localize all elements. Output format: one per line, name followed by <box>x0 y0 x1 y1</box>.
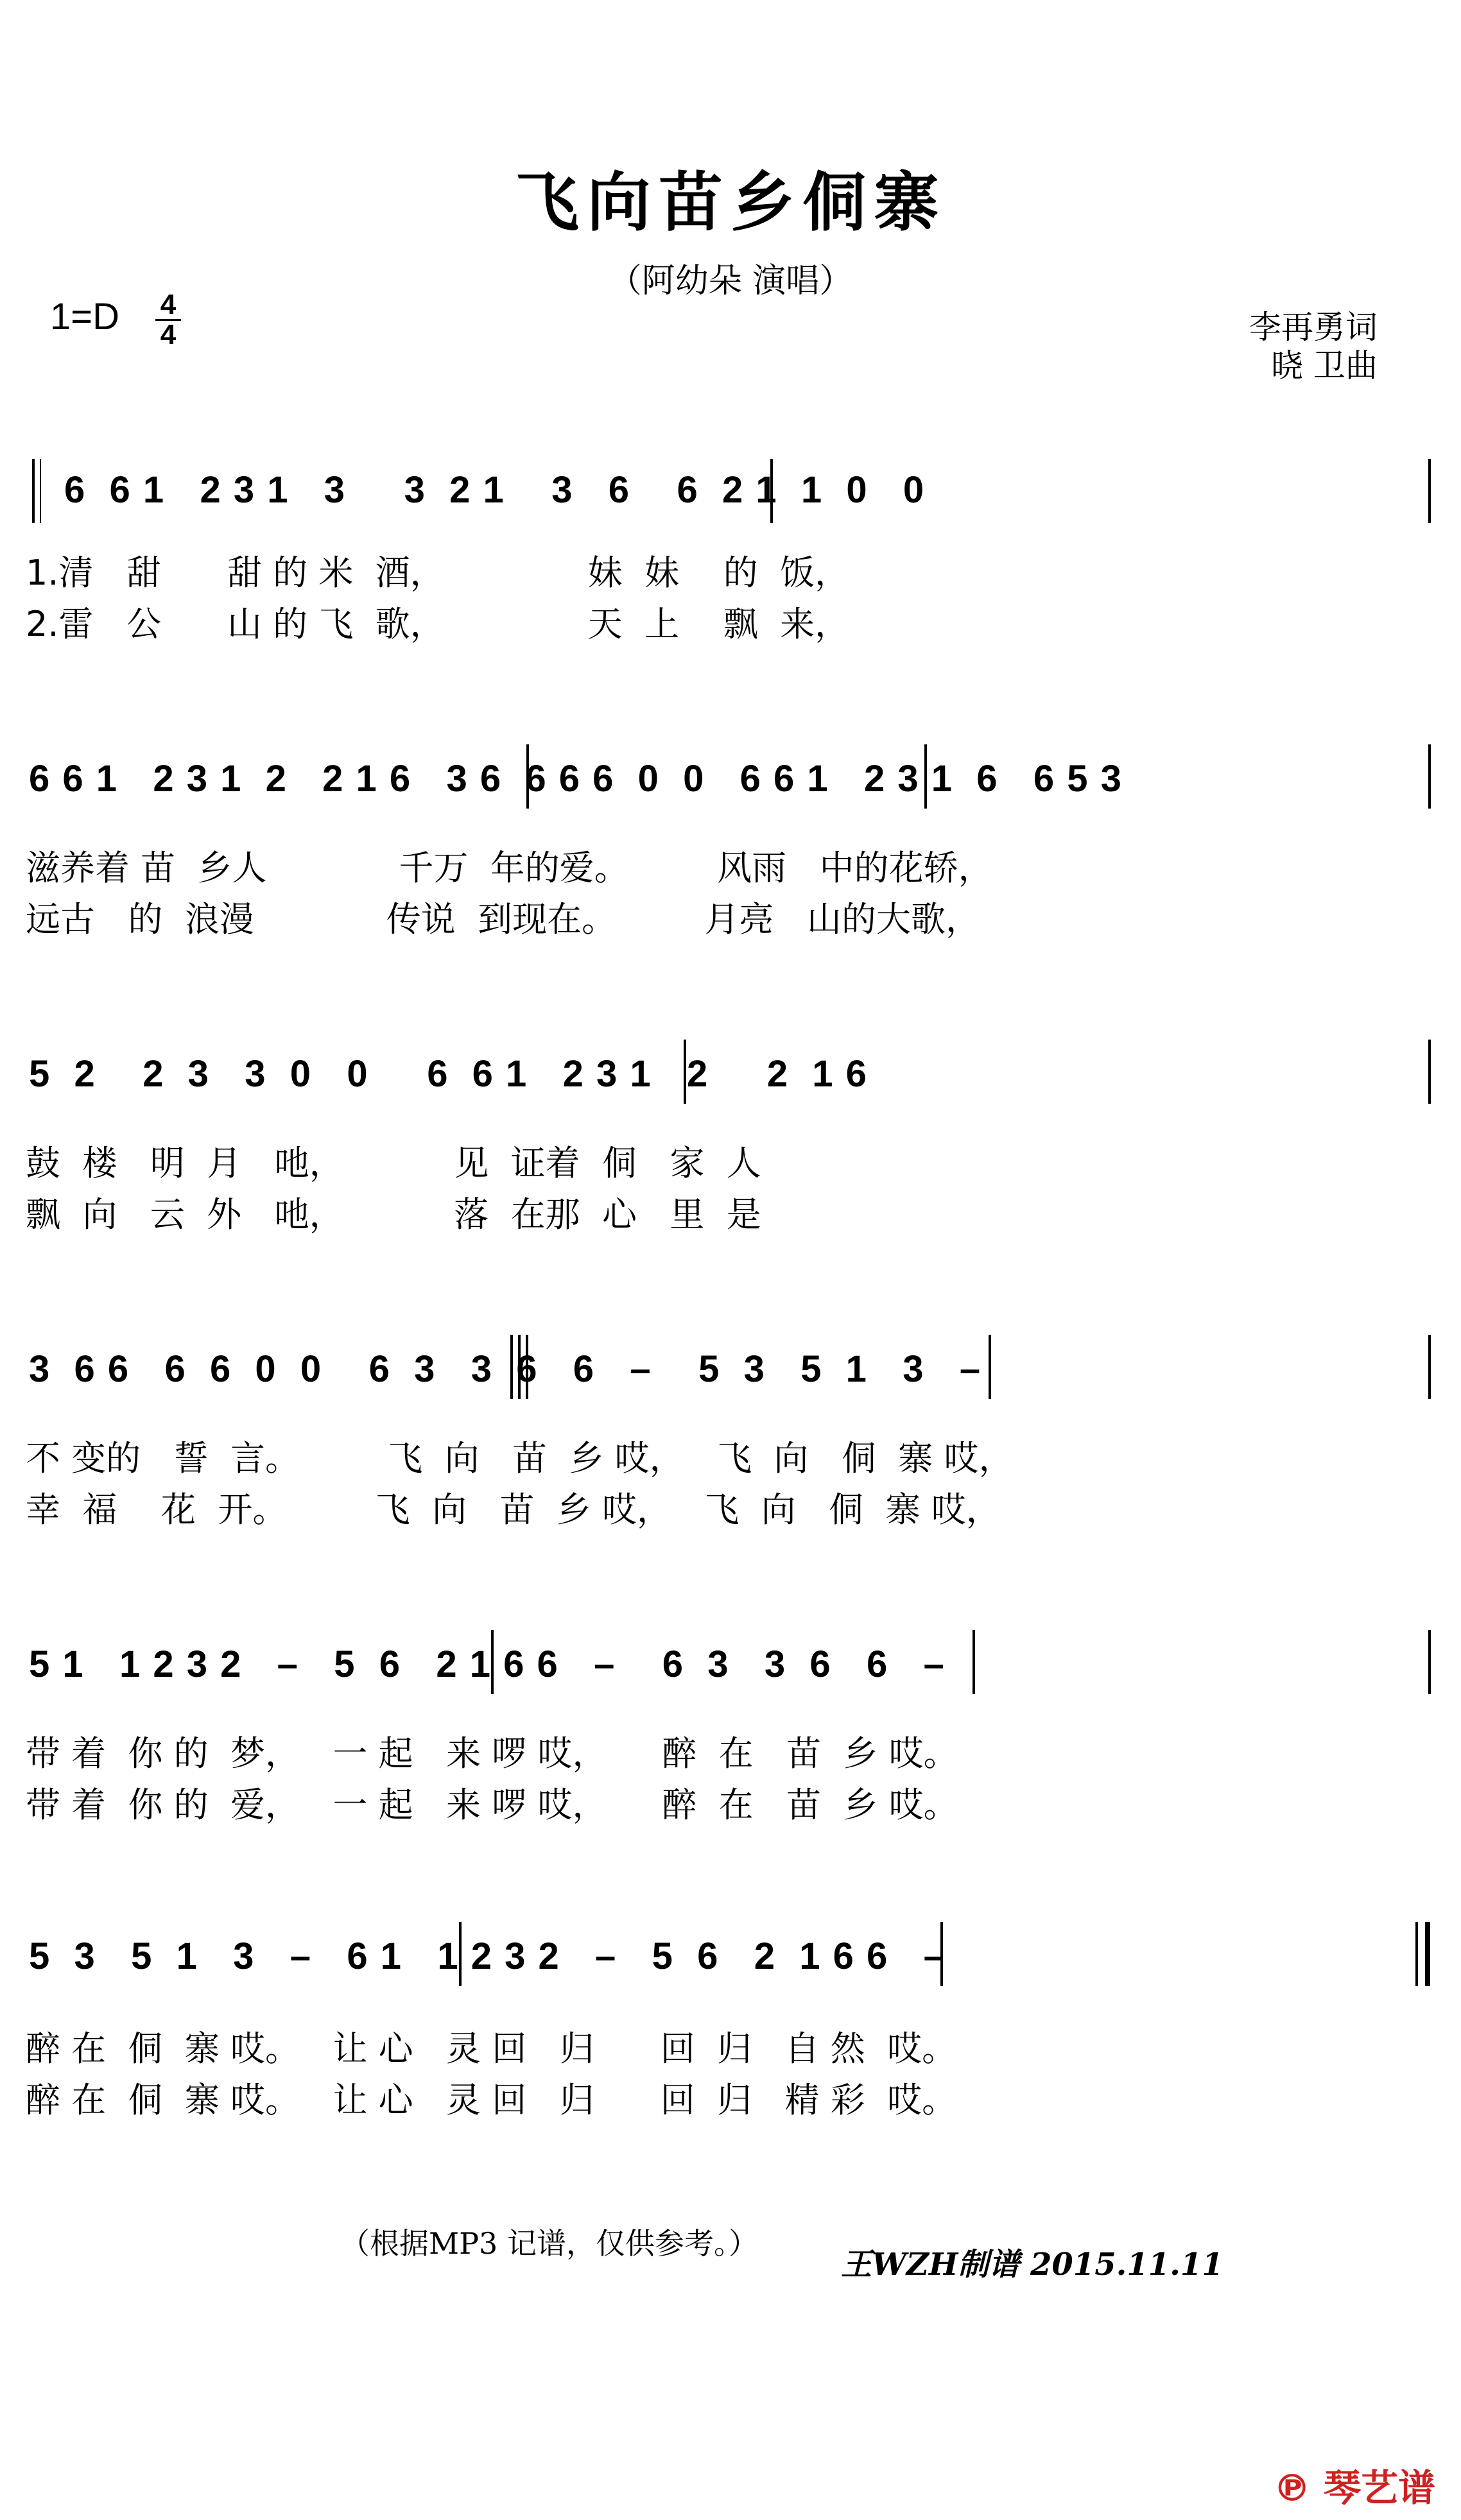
lyrics-row-1-verse-2: 2.雷 公 山 的 飞 歌， 天 上 飘 来， <box>26 604 850 644</box>
song-title: 飞向苗乡侗寨 <box>515 165 946 240</box>
watermark-logo: ℗ 琴艺谱 <box>1273 2466 1435 2510</box>
lyrics-row-4-verse-2: 幸 福 花 开。 飞 向 苗 乡 哎， 飞 向 侗 寨 哎， <box>26 1489 1001 1530</box>
barline <box>1428 1630 1431 1694</box>
transcription-note: （根据MP3 记谱，仅供参考。） <box>340 2226 758 2261</box>
lyrics-row-6-verse-1: 醉 在 侗 寨 哎。 让 心 灵 回 归 回 归 自 然 哎。 <box>26 2028 957 2069</box>
repeat-start-thin <box>40 459 41 523</box>
barline <box>1428 744 1431 809</box>
barline <box>1428 459 1431 523</box>
notation-row-5: 5 1 1 2 3 2 – 5 6 2 1 6 6 – 6 3 3 6 6 – <box>29 1643 946 1685</box>
lyrics-row-5-verse-1: 带 着 你 的 梦， 一 起 来 啰 哎， 醉 在 苗 乡 哎。 <box>26 1733 958 1774</box>
key-signature: 1=D <box>50 296 120 338</box>
lyrics-row-2-verse-1: 滋养着 苗 乡人 千万 年的爱。 风雨 中的花轿， <box>26 848 993 888</box>
time-signature <box>155 289 181 350</box>
lyrics-row-2-verse-2: 远古 的 浪漫 传说 到现在。 月亮 山的大歌， <box>26 899 980 939</box>
lyrics-row-1-verse-1: 1.清 甜 甜 的 米 酒， 妹 妹 的 饭， <box>26 553 850 593</box>
repeat-end-bar <box>1415 1922 1418 1986</box>
transcriber-signature: 王WZH制谱 2015.11.11 <box>841 2247 1223 2283</box>
notation-row-6: 5 3 5 1 3 – 6 1 1 2 3 2 – 5 6 2 1 6 6 – <box>29 1935 946 1977</box>
lyrics-row-5-verse-2: 带 着 你 的 爱， 一 起 来 啰 哎， 醉 在 苗 乡 哎。 <box>26 1785 958 1825</box>
watermark-icon: ℗ <box>1273 2466 1311 2510</box>
lyrics-row-4-verse-1: 不 变的 誓 言。 飞 向 苗 乡 哎， 飞 向 侗 寨 哎， <box>26 1438 1014 1479</box>
barline <box>989 1335 991 1399</box>
barline <box>1428 1335 1431 1399</box>
notation-row-2: 6 6 1 2 3 1 2 2 1 6 3 6 6 6 6 0 0 6 6 1 2 3 1 6 6 5 3 <box>29 758 1123 800</box>
time-signature-top: 4 <box>160 289 177 320</box>
lyrics-row-6-verse-2: 醉 在 侗 寨 哎。 让 心 灵 回 归 回 归 精 彩 哎。 <box>26 2080 957 2120</box>
performer: （阿幼朵 演唱） <box>608 262 853 300</box>
barline <box>1428 1040 1431 1104</box>
barline <box>973 1630 975 1694</box>
notation-row-3: 5 2 2 3 3 0 0 6 6 1 2 3 1 2 2 1 6 <box>29 1053 868 1095</box>
lyricist-credit: 李再勇词 <box>1249 309 1378 346</box>
repeat-start-bar <box>32 459 35 523</box>
notation-row-1: 6 6 1 2 3 1 3 3 2 1 3 6 6 2 1 1 0 0 <box>64 469 926 511</box>
composer-credit: 晓 卫曲 <box>1271 347 1378 384</box>
repeat-end-thick <box>1425 1922 1430 1986</box>
lyrics-row-3-verse-2: 飘 向 云 外 吔， 落 在那 心 里 是 <box>26 1194 761 1235</box>
notation-row-4: 3 6 6 6 6 0 0 6 3 3 6 6 – 5 3 5 1 3 – <box>29 1348 982 1390</box>
lyrics-row-3-verse-1: 鼓 楼 明 月 吔， 见 证着 侗 家 人 <box>26 1143 761 1183</box>
time-signature-bottom: 4 <box>160 319 177 350</box>
